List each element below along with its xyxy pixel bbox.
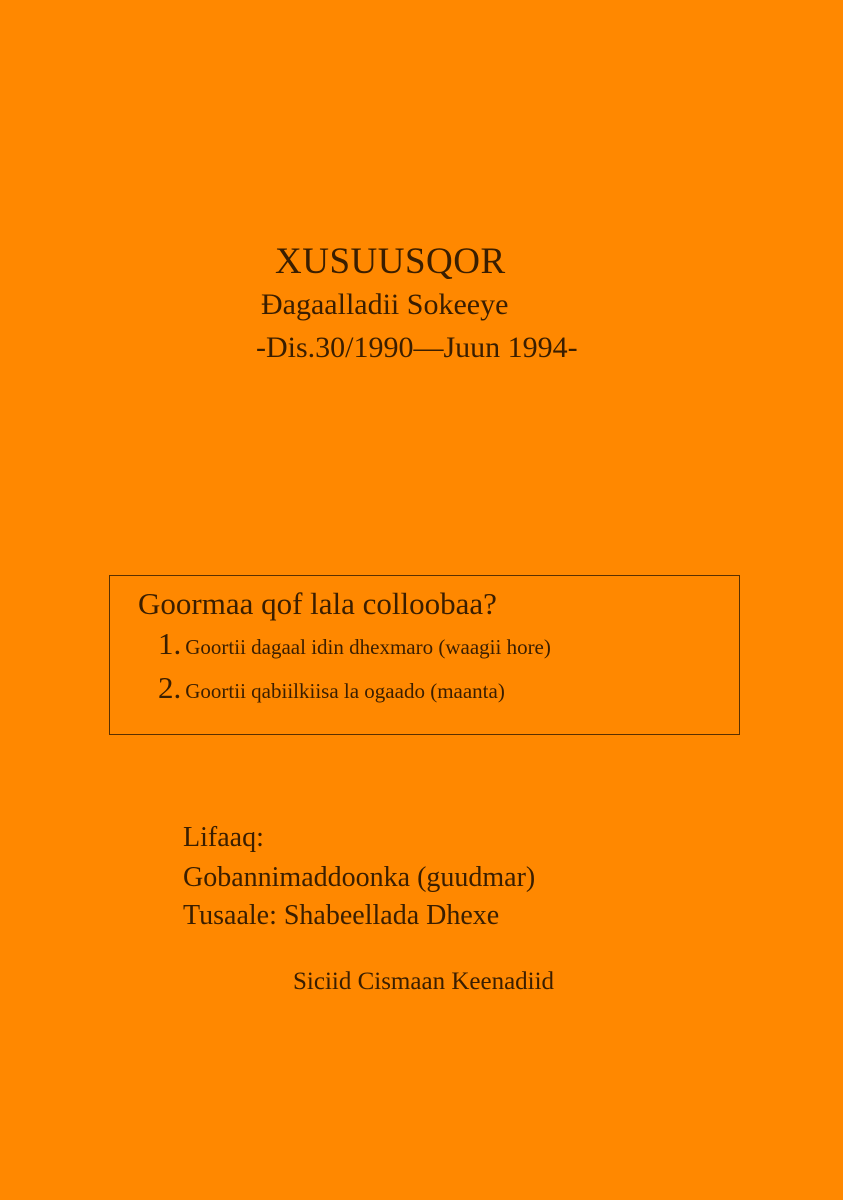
question-box xyxy=(109,575,740,735)
appendix-line-2: Tusaale: Shabeellada Dhexe xyxy=(183,900,500,931)
answer-number: 1. xyxy=(158,626,182,661)
appendix-label: Lifaaq: xyxy=(183,822,264,853)
answer-text: Goortii qabiilkiisa la ogaado (maanta) xyxy=(185,679,505,703)
answer-item-2 xyxy=(158,670,505,706)
answer-number: 2. xyxy=(158,670,182,705)
cover-subtitle: Ðagaalladii Sokeeye xyxy=(261,288,509,321)
answer-text: Goortii dagaal idin dhexmaro (waagii hore) xyxy=(185,635,551,659)
author-name: Siciid Cismaan Keenadiid xyxy=(293,968,555,995)
answer-item-1 xyxy=(158,626,551,662)
appendix-line-1: Gobannimaddoonka (guudmar) xyxy=(183,862,536,893)
question-heading: Goormaa qof lala colloobaa? xyxy=(138,586,497,621)
cover-title: XUSUUSQOR xyxy=(275,241,506,282)
cover-dates: -Dis.30/1990—Juun 1994- xyxy=(256,331,578,364)
